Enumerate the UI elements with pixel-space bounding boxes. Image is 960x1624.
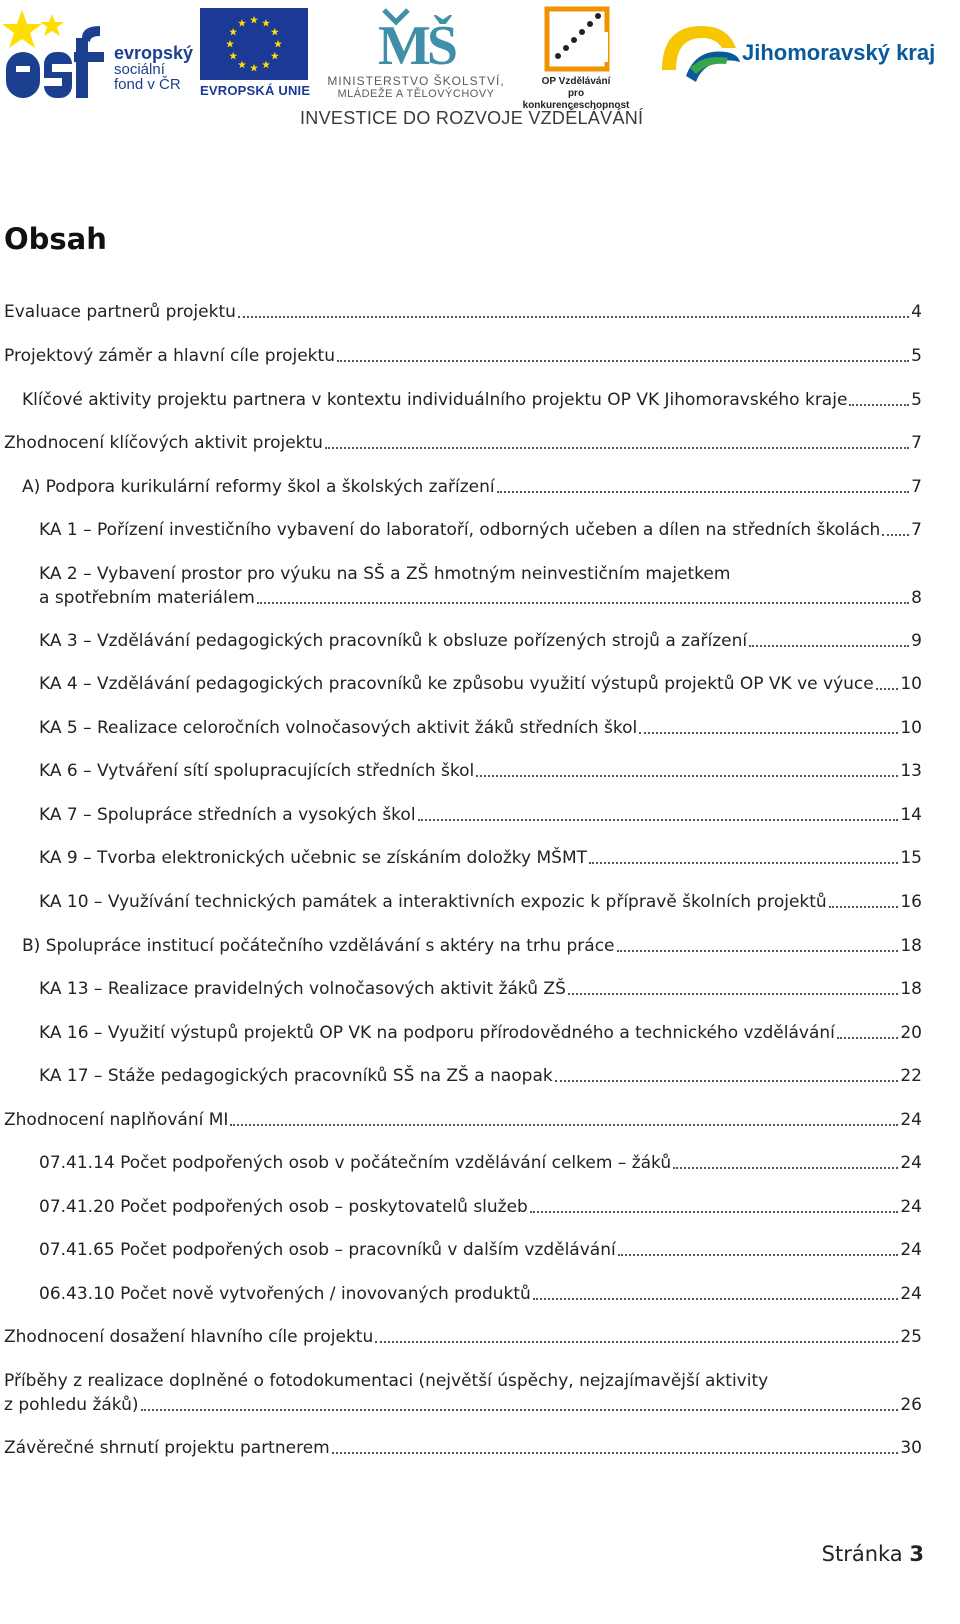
toc-dot-leader [882,534,909,536]
toc-entry[interactable] [4,1238,922,1262]
toc-page-number: 30 [900,1438,922,1458]
page-title: Obsah [4,222,107,256]
toc-entry[interactable] [4,518,922,542]
toc-page-number: 7 [911,433,922,453]
msmt-text [318,74,514,100]
toc-page-number: 24 [900,1284,922,1304]
eu-label: EVROPSKÁ UNIE [200,83,311,98]
toc-entry[interactable] [4,672,922,696]
toc-dot-leader [555,1080,899,1082]
esf-logo [2,8,192,100]
esf-line3: fond v ČR [114,76,181,93]
toc-page-number: 10 [900,674,922,694]
toc-dot-leader [568,993,898,995]
esf-line2: sociální [114,61,165,78]
toc-entry-label: KA 17 – Stáže pedagogických pracovníků SŠ na ZŠ a naopak [39,1066,553,1086]
toc-dot-leader [749,645,909,647]
toc-page-number: 10 [900,718,922,738]
toc-entry-label: Projektový záměr a hlavní cíle projektu [4,346,335,366]
toc-entry-label: Závěrečné shrnutí projektu partnerem [4,1438,330,1458]
toc-page-number: 24 [900,1240,922,1260]
toc-entry[interactable] [4,300,922,324]
toc-entry[interactable] [4,977,922,1001]
toc-dot-leader [230,1124,898,1126]
opvk-line2: pro konkurenceschopnost [522,88,630,111]
toc-entry[interactable] [4,1021,922,1045]
toc-page-number: 24 [900,1110,922,1130]
footer-page-number: 3 [909,1542,924,1566]
esf-mark-icon [2,8,106,100]
toc-dot-leader [829,906,899,908]
toc-entry-label: A) Podpora kurikulární reformy škol a školských zařízení [22,477,495,497]
toc-dot-leader [673,1167,898,1169]
toc-page-number: 5 [911,346,922,366]
toc-entry[interactable] [4,629,922,653]
toc-dot-leader [337,360,909,362]
toc-entry-label: Zhodnocení dosažení hlavního cíle projektu [4,1327,374,1347]
toc-page-number: 25 [900,1327,922,1347]
msmt-line2: MLÁDEŽE A TĚLOVÝCHOVY [337,88,495,100]
tagline: INVESTICE DO ROZVOJE VZDĚLÁVÁNÍ [300,108,644,128]
toc-page-number: 18 [900,979,922,999]
toc-entry[interactable] [4,562,922,610]
toc-entry[interactable] [4,1282,922,1306]
jmk-logo [656,18,956,88]
toc-entry[interactable] [4,1369,922,1417]
toc-entry[interactable] [4,1195,922,1219]
toc-entry-label: Příběhy z realizace doplněné o fotodokumentaci (největší úspěchy, nejzajímavější aktivity [4,1371,769,1391]
toc-entry[interactable] [4,803,922,827]
toc-entry-label: KA 1 – Pořízení investičního vybavení do laboratoří, odborných učeben a dílen na středních školách [39,520,881,540]
toc-page-number: 7 [911,477,922,497]
toc-entry-label: KA 5 – Realizace celoročních volnočasových aktivit žáků středních škol [39,718,638,738]
toc-entry[interactable] [4,431,922,455]
toc-dot-leader [257,602,909,604]
toc-page-number: 22 [900,1066,922,1086]
toc-entry[interactable] [4,344,922,368]
toc-page-number: 20 [900,1023,922,1043]
toc-entry[interactable] [4,716,922,740]
toc-dot-leader [332,1452,899,1454]
jmk-mark-icon [656,18,740,82]
opvk-line1: OP Vzdělávání [541,76,611,87]
toc-entry-label-continued: a spotřebním materiálem [39,588,255,608]
toc-dot-leader [849,404,909,406]
toc-entry-label: Evaluace partnerů projektu [4,302,236,322]
toc-entry[interactable] [4,475,922,499]
opvk-mark-icon [544,6,610,72]
toc-page-number: 9 [911,631,922,651]
toc-dot-leader [589,862,898,864]
toc-dot-leader [476,775,898,777]
toc-page-number: 5 [911,390,922,410]
logo-strip [0,0,960,140]
toc-dot-leader [325,447,909,449]
toc-entry-label: KA 7 – Spolupráce středních a vysokých škol [39,805,416,825]
toc-entry[interactable] [4,759,922,783]
eu-logo [200,8,310,100]
toc-page-number: 14 [900,805,922,825]
toc-entry[interactable] [4,1064,922,1088]
toc-entry-label: KA 9 – Tvorba elektronických učebnic se získáním doložky MŠMT [39,848,588,868]
svg-text:MŠ: MŠ [378,15,454,72]
toc-dot-leader [375,1341,898,1343]
toc-dot-leader [639,732,898,734]
toc-dot-leader [141,1409,899,1411]
toc-dot-leader [876,688,899,690]
toc-entry-label: B) Spolupráce institucí počátečního vzdělávání s aktéry na trhu práce [22,936,615,956]
toc-page-number: 16 [900,892,922,912]
toc-entry-label: KA 16 – Využití výstupů projektů OP VK na podporu přírodovědného a technického vzdělávání [39,1023,835,1043]
esf-line1: evropský [114,43,194,63]
msmt-mark-icon [366,6,466,72]
toc-entry-label-continued: z pohledu žáků) [4,1395,139,1415]
toc-dot-leader [418,819,899,821]
toc-page-number: 24 [900,1153,922,1173]
msmt-logo [318,6,514,102]
toc-entry[interactable] [4,1108,922,1132]
esf-text [114,43,194,93]
toc-page-number: 7 [911,520,922,540]
toc-entry-label: 06.43.10 Počet nově vytvořených / inovovaných produktů [39,1284,531,1304]
toc-entry-label: 07.41.20 Počet podpořených osob – poskytovatelů služeb [39,1197,528,1217]
toc-page-number: 15 [900,848,922,868]
toc-entry-label: KA 13 – Realizace pravidelných volnočasových aktivit žáků ZŠ [39,979,566,999]
toc-entry[interactable] [4,934,922,958]
page-footer [822,1542,924,1566]
toc-entry[interactable] [4,890,922,914]
toc-entry-label: Klíčové aktivity projektu partnera v kontextu individuálního projektu OP VK Jihomoravského kraje [22,390,848,410]
toc-entry[interactable] [4,1151,922,1175]
footer-label: Stránka [821,1542,903,1566]
toc-page-number: 4 [911,302,922,322]
toc-entry[interactable] [4,388,922,412]
toc-entry-label: 07.41.14 Počet podpořených osob v počátečním vzdělávání celkem – žáků [39,1153,672,1173]
toc-entry-label: KA 4 – Vzdělávání pedagogických pracovníků ke způsobu využití výstupů projektů OP VK ve výuce [39,674,874,694]
opvk-logo [516,6,636,111]
jmk-label: Jihomoravský kraj [742,40,936,65]
toc-dot-leader [497,491,910,493]
toc-entry-label: KA 10 – Využívání technických památek a interaktivních expozic k přípravě školních projektů [39,892,827,912]
toc-entry-label: 07.41.65 Počet podpořených osob – pracovníků v dalším vzdělávání [39,1240,616,1260]
toc-page-number: 26 [900,1395,922,1415]
toc-entry-label: Zhodnocení klíčových aktivit projektu [4,433,323,453]
toc-page-number: 18 [900,936,922,956]
toc-entry-label: KA 6 – Vytváření sítí spolupracujících středních škol [39,761,475,781]
eu-flag-icon [200,8,308,80]
toc-entry[interactable] [4,846,922,870]
toc-dot-leader [618,1254,899,1256]
toc-entry-label: KA 2 – Vybavení prostor pro výuku na SŠ a ZŠ hmotným neinvestičním majetkem [39,564,731,584]
toc-dot-leader [533,1298,899,1300]
toc-dot-leader [530,1211,899,1213]
toc-dot-leader [617,950,899,952]
toc-entry-label: Zhodnocení naplňování MI [4,1110,229,1130]
toc-entry-label: KA 3 – Vzdělávání pedagogických pracovníků k obsluze pořízených strojů a zařízení [39,631,748,651]
toc-page-number: 24 [900,1197,922,1217]
toc-entry[interactable] [4,1436,922,1460]
toc-dot-leader [238,316,909,318]
toc-dot-leader [837,1037,898,1039]
toc-page-number: 13 [900,761,922,781]
msmt-line1: MINISTERSTVO ŠKOLSTVÍ, [327,74,505,88]
toc-entry[interactable] [4,1325,922,1349]
opvk-text [516,76,636,112]
toc-page-number: 8 [911,588,922,608]
